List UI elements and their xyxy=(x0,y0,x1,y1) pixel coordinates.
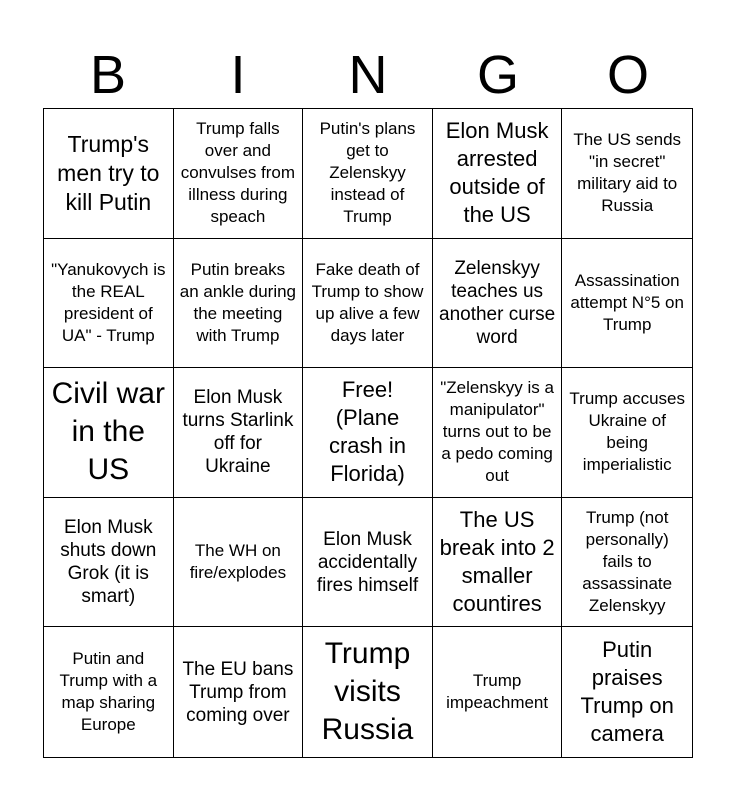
cell-text: Trump's men try to kill Putin xyxy=(57,130,160,215)
bingo-cell-r4c3[interactable] xyxy=(303,498,433,628)
bingo-cell-r2c3[interactable] xyxy=(303,239,433,369)
bingo-header xyxy=(43,42,693,108)
cell-text: The WH on fire/explodes xyxy=(189,541,287,583)
bingo-cell-r5c5[interactable] xyxy=(562,627,692,757)
cell-text: The EU bans Trump from coming over xyxy=(182,658,294,726)
cell-text: Putin praises Trump on camera xyxy=(580,637,674,747)
bingo-cell-r4c1[interactable] xyxy=(44,498,174,628)
header-letter-o: O xyxy=(606,45,649,105)
bingo-cell-r4c2[interactable] xyxy=(174,498,304,628)
header-letter-i: I xyxy=(230,45,246,105)
cell-text: Trump (not personally) fails to assassinate Zelenskyy xyxy=(582,508,673,616)
bingo-cell-r3c2[interactable] xyxy=(174,368,304,498)
bingo-cell-r4c5[interactable] xyxy=(562,498,692,628)
cell-text: Trump falls over and convulses from illness during speach xyxy=(180,119,296,227)
bingo-cell-r5c2[interactable] xyxy=(174,627,304,757)
bingo-cell-r4c4[interactable] xyxy=(433,498,563,628)
cell-text: Elon Musk turns Starlink off for Ukraine xyxy=(182,387,294,478)
bingo-cell-r3c1[interactable] xyxy=(44,368,174,498)
cell-text: The US sends "in secret" military aid to Russia xyxy=(573,130,682,216)
cell-text: Elon Musk accidentally fires himself xyxy=(316,528,419,596)
bingo-cell-r1c1[interactable] xyxy=(44,109,174,239)
bingo-cell-r3c5[interactable] xyxy=(562,368,692,498)
cell-text: "Yanukovych is the REAL president of UA" - Trump xyxy=(51,259,166,345)
cell-text: The US break into 2 smaller countires xyxy=(439,507,555,617)
cell-text: Trump impeachment xyxy=(446,671,549,713)
bingo-cell-r5c4[interactable] xyxy=(433,627,563,757)
header-letter-b: B xyxy=(89,45,127,105)
header-letter-g: G xyxy=(476,45,519,105)
cell-text: "Zelenskyy is a manipulator" turns out to be a pedo coming out xyxy=(440,378,554,486)
bingo-cell-r1c2[interactable] xyxy=(174,109,304,239)
bingo-cell-r5c1[interactable] xyxy=(44,627,174,757)
cell-text: Putin and Trump with a map sharing Europe xyxy=(59,649,158,735)
bingo-cell-r1c3[interactable] xyxy=(303,109,433,239)
cell-text: Free! (Plane crash in Florida) xyxy=(328,377,407,487)
cell-text: Putin's plans get to Zelenskyy instead of Trump xyxy=(319,119,416,227)
cell-text: Putin breaks an ankle during the meeting with Trump xyxy=(179,259,297,345)
cell-text: Trump visits Russia xyxy=(321,637,414,747)
bingo-cell-r2c4[interactable] xyxy=(433,239,563,369)
header-letter-n: N xyxy=(348,45,388,105)
bingo-cell-r2c1[interactable] xyxy=(44,239,174,369)
cell-text: Trump accuses Ukraine of being imperialistic xyxy=(569,389,685,475)
bingo-cell-r2c2[interactable] xyxy=(174,239,304,369)
cell-text: Fake death of Trump to show up alive a few days later xyxy=(311,259,424,345)
bingo-cell-r3c4[interactable] xyxy=(433,368,563,498)
cell-text: Elon Musk arrested outside of the US xyxy=(445,118,549,228)
bingo-cell-r3c3[interactable] xyxy=(303,368,433,498)
cell-text: Elon Musk shuts down Grok (it is smart) xyxy=(60,517,157,608)
bingo-cell-r1c5[interactable] xyxy=(562,109,692,239)
bingo-grid xyxy=(43,108,693,758)
bingo-cell-r5c3[interactable] xyxy=(303,627,433,757)
cell-text: Assassination attempt N°5 on Trump xyxy=(570,270,684,334)
bingo-cell-r2c5[interactable] xyxy=(562,239,692,369)
bingo-cell-r1c4[interactable] xyxy=(433,109,563,239)
cell-text: Civil war in the US xyxy=(51,377,165,487)
cell-text: Zelenskyy teaches us another curse word xyxy=(439,257,556,348)
